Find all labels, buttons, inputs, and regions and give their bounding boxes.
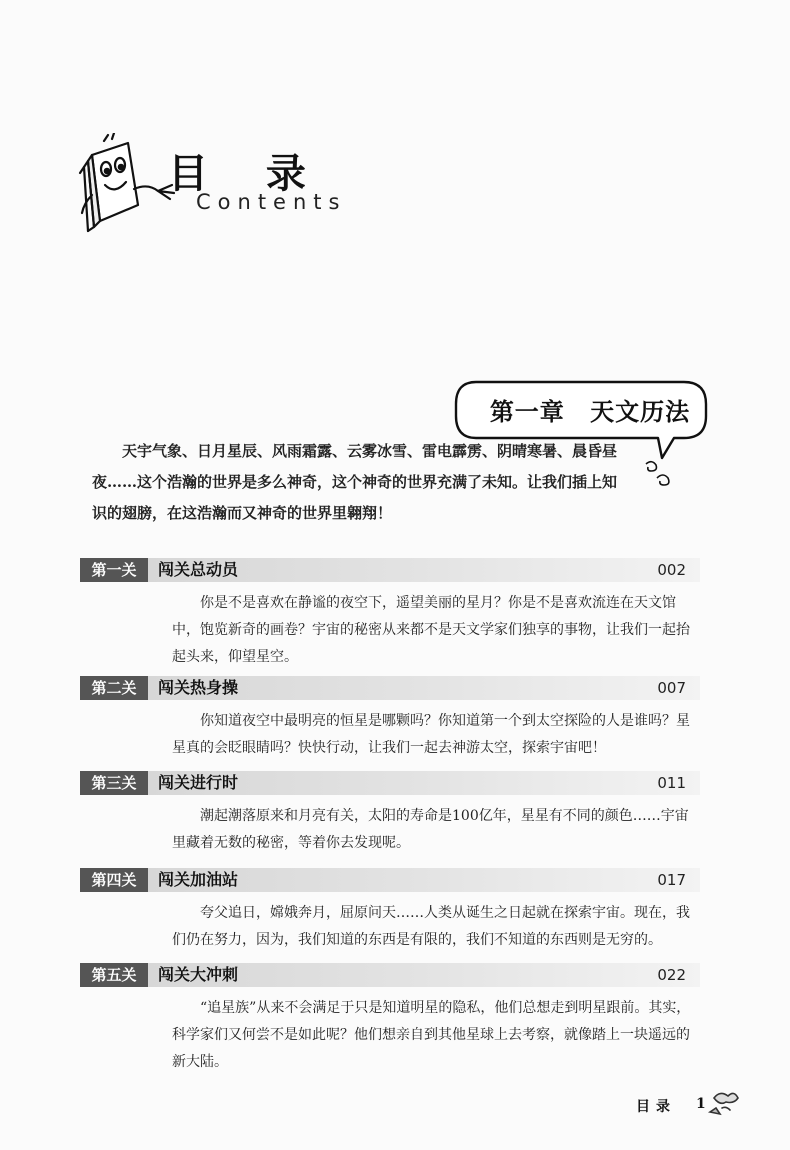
toc-entry[interactable] [80,558,700,671]
footer-decoration-icon [706,1086,740,1118]
footer-label: 目录 [636,1099,676,1115]
toc-entry-description: 你知道夜空中最明亮的恒星是哪颗吗？你知道第一个到太空探险的人是谁吗？星星真的会眨眼睛吗？快快行动，让我们一起去神游太空，探索宇宙吧！ [172,713,690,756]
level-tag: 第二关 [80,676,148,700]
page-subtitle: Contents [196,190,347,214]
level-tag: 第四关 [80,868,148,892]
toc-entry[interactable] [80,868,700,954]
level-tag: 第三关 [80,771,148,795]
toc-entry-description: 你是不是喜欢在静谧的夜空下，遥望美丽的星月？你是不是喜欢流连在天文馆中，饱览新奇的画卷？宇宙的秘密从来都不是天文学家们独享的事物，让我们一起抬起头来，仰望星空。 [172,595,690,665]
toc-entry-page: 002 [657,561,686,579]
toc-entry[interactable] [80,771,700,857]
toc-entry-header [80,963,700,987]
toc-entry-page: 022 [657,966,686,984]
toc-entry-header [80,558,700,582]
chapter-title: 第一章 天文历法 [489,398,691,426]
toc-entry-title: 闯关热身操 [158,678,239,697]
toc-entry-title: 闯关加油站 [158,870,239,889]
toc-entry-description: “追星族”从来不会满足于只是知道明星的隐私，他们总想走到明星跟前。其实，科学家们又何尝不是如此呢？他们想亲自到其他星球上去考察，就像踏上一块遥远的新大陆。 [172,1000,691,1070]
toc-entry[interactable] [80,963,700,1076]
level-tag: 第一关 [80,558,148,582]
toc-entry-header [80,771,700,795]
toc-entry-header [80,676,700,700]
toc-entry-description: 夸父追日，嫦娥奔月，屈原问天……人类从诞生之日起就在探索宇宙。现在，我们仍在努力，因为，我们知道的东西是有限的，我们不知道的东西则是无穷的。 [172,905,690,948]
book-mascot-icon [78,133,178,233]
toc-entry-page: 011 [657,774,686,792]
toc-entry-page: 017 [657,871,686,889]
toc-entry-title: 闯关总动员 [158,560,239,579]
toc-entry-description: 潮起潮落原来和月亮有关，太阳的寿命是100亿年，星星有不同的颜色……宇宙里藏着无数的秘密，等着你去发现呢。 [172,808,689,851]
page-number: 1 [696,1096,706,1112]
toc-entry[interactable] [80,676,700,762]
toc-entry-title: 闯关进行时 [158,773,239,792]
chapter-intro: 天宇气象、日月星辰、风雨霜露、云雾冰雪、雷电霹雳、阴晴寒暑、晨昏昼夜……这个浩瀚的世界是多么神奇，这个神奇的世界充满了未知。让我们插上知识的翅膀，在这浩瀚而又神奇的世界里翱翔！ [92,442,618,522]
level-tag: 第五关 [80,963,148,987]
toc-entry-page: 007 [657,679,686,697]
page-title: 目 录 [168,151,328,197]
toc-entry-title: 闯关大冲刺 [158,965,239,984]
toc-entry-header [80,868,700,892]
